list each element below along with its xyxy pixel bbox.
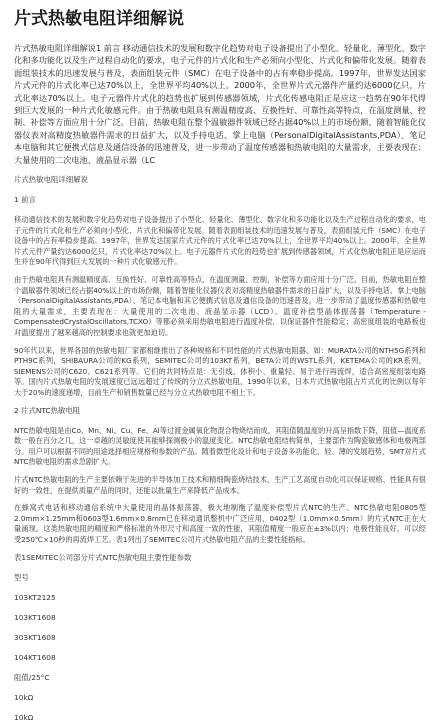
table-model-3: 303KT1608 bbox=[14, 632, 56, 642]
table-model-2: 103KT1608 bbox=[14, 612, 56, 622]
body-paragraph-1: 移动通信技术的发展和数字化趋势对电子设备提出了小型化、轻量化、薄型化、数字化和多功能化以及生产过程自动化的要求，电子元件的片式化和生产必须向小型化、片式化和偏带化发展。随着表面组装技术的迅速发展与普及，表面组装元件（SMC）在电子设备中的占有率稳步提高。1997年，世界发达国家片式元件的片式化率已达70%以上，全世界平均40%以上。2000年，全世界片式元件产量约达6000亿只，片式化率达70%以上。电子元器件片式化的趋势也扩展到传感器领域，片式化热敏电阻正是应运而生并在90年代得到巨大发展的一种片式化敏感元件。 bbox=[14, 215, 426, 267]
body-paragraph-5: 片式NTC热敏电阻的生产主要依赖于先进的半导体加工技术和精细陶瓷烧结技术，生产工艺高度自动化可以保证规格、性能具有很好的一致性，在提供质量产品的同时，还能以批量生产来降低产品成本。 bbox=[14, 474, 426, 495]
summary-paragraph: 片式热敏电阻详细解说1 前言 移动通信技术的发展和数字化趋势对电子设备提出了小型化、轻量化、薄型化、数字化和多功能化以及生产过程自动化的要求，电子元件的片式化和生产必须向小型化、片式化和偏带化发展。随着表面组装技术的迅速发展与普及，表面组装元件（SMC）在电子设备中的占有率稳步提高。1997年，世界发达国家片式元件的片式化率已达70%以上，全世界平均40%以上。2000年，全世界片式元器件产量约达6000亿只，片式化率达70%以上。电子元器件片式化的趋势也扩展到传感器领域，片式化传感电阻正是应这一趋势在90年代得到巨大发展的一种片式化敏感元件。由于热敏电阻具有测温精度高、互换性好、可靠性高等特点，在温度测量、控制、补偿等方面应用十分广泛。目前，热敏电阻在整个温敏器件领域已经占据40%以上的市场份额，随着智能化仪器仪表对高精度热敏器件需求的日益扩大，以及手持电话、掌上电脑（PersonalDigitalAssistants,PDA）、笔记本电脑和其它便携式信息及通信设备的迅速普及，进一步带动了温度传感器和热敏电阻的大量需求，主要表现在：大量使用的二次电池、液晶显示器（LC bbox=[14, 43, 426, 165]
body-paragraph-2: 由于热敏电阻具有测温精度高、互换性好、可靠性高等特点，在温度测量、控制、补偿等方面应用十分广泛。目前，热敏电阻在整个温敏器件领域已经占据40%以上的市场份额，随着智能化仪器仪表对高精度热敏器件需求的日益扩大，以及手持电话、掌上电脑（PersonalDigitalAssistants,PDA）、笔记本电脑和其它便携式信息及通信设备的迅速普及，进一步带动了温度传感器和热敏电阻的大量需求，主要表现在：大量使用的二次电池、液晶显示器（LCD）、温度补偿型晶体振荡器（Temperature - CompensatedCrystalOscillators,TCXO）等都必须采用热敏电阻进行温度补偿，以保证器件性能稳定；高密度组装的电路板也对温度提出了越来越高的控制要求也就更加迫切。 bbox=[14, 275, 426, 337]
table-model-1: 103KT2125 bbox=[14, 592, 56, 602]
page-title: 片式热敏电阻详细解说 bbox=[14, 9, 184, 29]
body-paragraph-6: 在蜂窝式电话和移动通信系统中大量使用的晶体振荡器，极大地制衡了温度补偿型片式NTC的生产。NTC热敏电阻0805型2.0mm×1.25mm和0603型1.6mm×0.8mm已在移动通讯整机中广泛应用，0402型（1.0mm×0.5mm）的片式NTC正在大量涌现。这类热敏电阻的精度和严格标准的外形尺寸和高度一致的性能，其阻值精度一般应在±3%以内；电极性能良好，可以经受250℃×10秒的再流焊工艺。表1列出了SEMITEC公司片式热敏电阻产品的主要性能指标。 bbox=[14, 503, 426, 544]
table-resistance-2: 10kΩ bbox=[14, 712, 34, 722]
body-paragraph-4: NTC热敏电阻是由Co、Mn、Ni、Cu、Fe、Al等过渡金属氧化物混合物烧结而成，其阻值随温度的升高呈指数下降，阻值—温度系数一般在百分之几，这一卓越的灵敏度使其能够探测极小的温度变化。NTC热敏电阻结构简单，主要部件为陶瓷敏感体和电极两部分。用户可以根据不同的用途选择相应规格和参数的产品。随着微型化设计和电子设备多功能化、轻、薄的发展趋势，SMT对片式NTC热敏电阻的需求急剧扩大。 bbox=[14, 425, 426, 467]
table-col-resistance: 阻值/25°C bbox=[14, 672, 50, 682]
table-model-4: 104KT1608 bbox=[14, 652, 56, 662]
body-paragraph-3: 90年代以来，世界各国的热敏电阻厂家都相继推出了各种规格和不同性能的片式热敏电阻器，如：MURATA公司的NTH5G系列和PTH9C系列，SHIBAURA公司的KG系列，SEMITEC公司的103KT系列，BETA公司的WSTL系列，KETEMA公司的KR系列，SIEMENS公司的C620、C621系列等。它们的共同特点是：无引线、体积小、重量轻、易于进行再流焊，适合高密度组装电路等。国内片式热敏电阻的发展速度已远远超过了传统的分立式热敏电阻，1990年以来，日本片式热敏电阻占片式化的比例以每年大于20%的速度递增，目前生产和销售数量已经与分立式热敏电阻不相上下。 bbox=[14, 345, 426, 397]
table-col-model: 型号 bbox=[14, 572, 29, 582]
section-heading-ntc: 2 片式NTC热敏电阻 bbox=[14, 405, 81, 415]
section-heading-intro: 1 前言 bbox=[14, 195, 36, 205]
document-heading: 片式热敏电阻详细解说 bbox=[14, 175, 88, 185]
table-caption: 表1SEMITEC公司部分片式NTC热敏电阻主要性能参数 bbox=[14, 552, 192, 562]
table-resistance-1: 10kΩ bbox=[14, 692, 34, 702]
